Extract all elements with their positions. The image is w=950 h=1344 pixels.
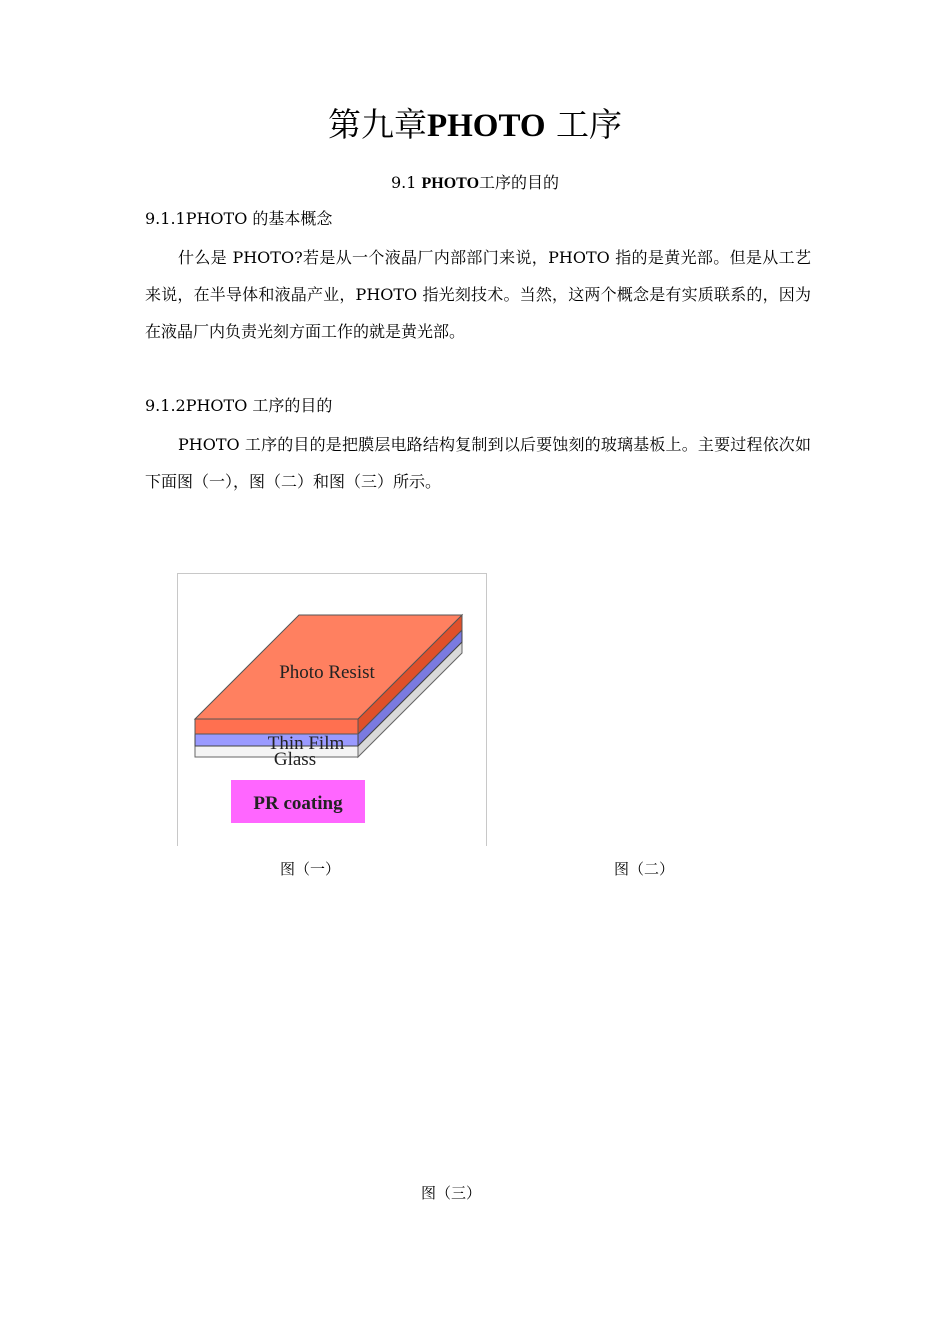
section-number: 9.1 xyxy=(390,173,417,192)
figure-2-caption: 图（二） xyxy=(614,860,675,878)
thin-film-label: Thin Film xyxy=(267,733,345,754)
subsection-heading-9-1-2: 9.1.2PHOTO 工序的目的 xyxy=(145,396,333,415)
paragraph-photo-purpose xyxy=(145,426,811,500)
section-title xyxy=(0,170,950,197)
chapter-title-latin: PHOTO xyxy=(426,108,546,144)
photo-resist-label: Photo Resist xyxy=(279,662,375,683)
chapter-title-suffix: 工序 xyxy=(556,105,623,144)
paragraph-photo-concept xyxy=(145,239,811,350)
paragraph-line: 但是从工艺来说，在半导体和液晶产业，PHOTO 指光刻技术。当然，这两个概 xyxy=(145,248,811,304)
glass-label: Glass xyxy=(273,749,317,770)
chapter-title xyxy=(0,100,950,151)
subsection-heading-9-1-1: 9.1.1PHOTO 的基本概念 xyxy=(145,209,333,228)
chapter-title-prefix: 第九章 xyxy=(327,105,427,144)
photo-resist-front-face xyxy=(195,719,358,734)
section-title-rest: 工序的目的 xyxy=(479,173,560,192)
section-title-latin: PHOTO xyxy=(421,175,480,192)
pr-coating-label: PR coating xyxy=(253,793,343,814)
figure-1-pr-coating xyxy=(177,573,487,846)
paragraph-line: 要过程依次如下面图（一），图（二）和图（三）所示。 xyxy=(145,435,811,491)
pr-coating-illustration xyxy=(178,574,486,846)
paragraph-line: PHOTO 工序的目的是把膜层电路结构复制到以后要蚀刻的玻璃基板上。主 xyxy=(178,435,715,454)
paragraph-line: 念是有实质联系的，因为在液晶厂内负责光刻方面工作的就是黄光部。 xyxy=(145,285,811,341)
figure-3-caption: 图（三） xyxy=(421,1184,482,1202)
figure-1-caption: 图（一） xyxy=(280,860,341,878)
paragraph-line: 什么是 PHOTO?若是从一个液晶厂内部部门来说，PHOTO 指的是黄光部。 xyxy=(178,248,730,267)
